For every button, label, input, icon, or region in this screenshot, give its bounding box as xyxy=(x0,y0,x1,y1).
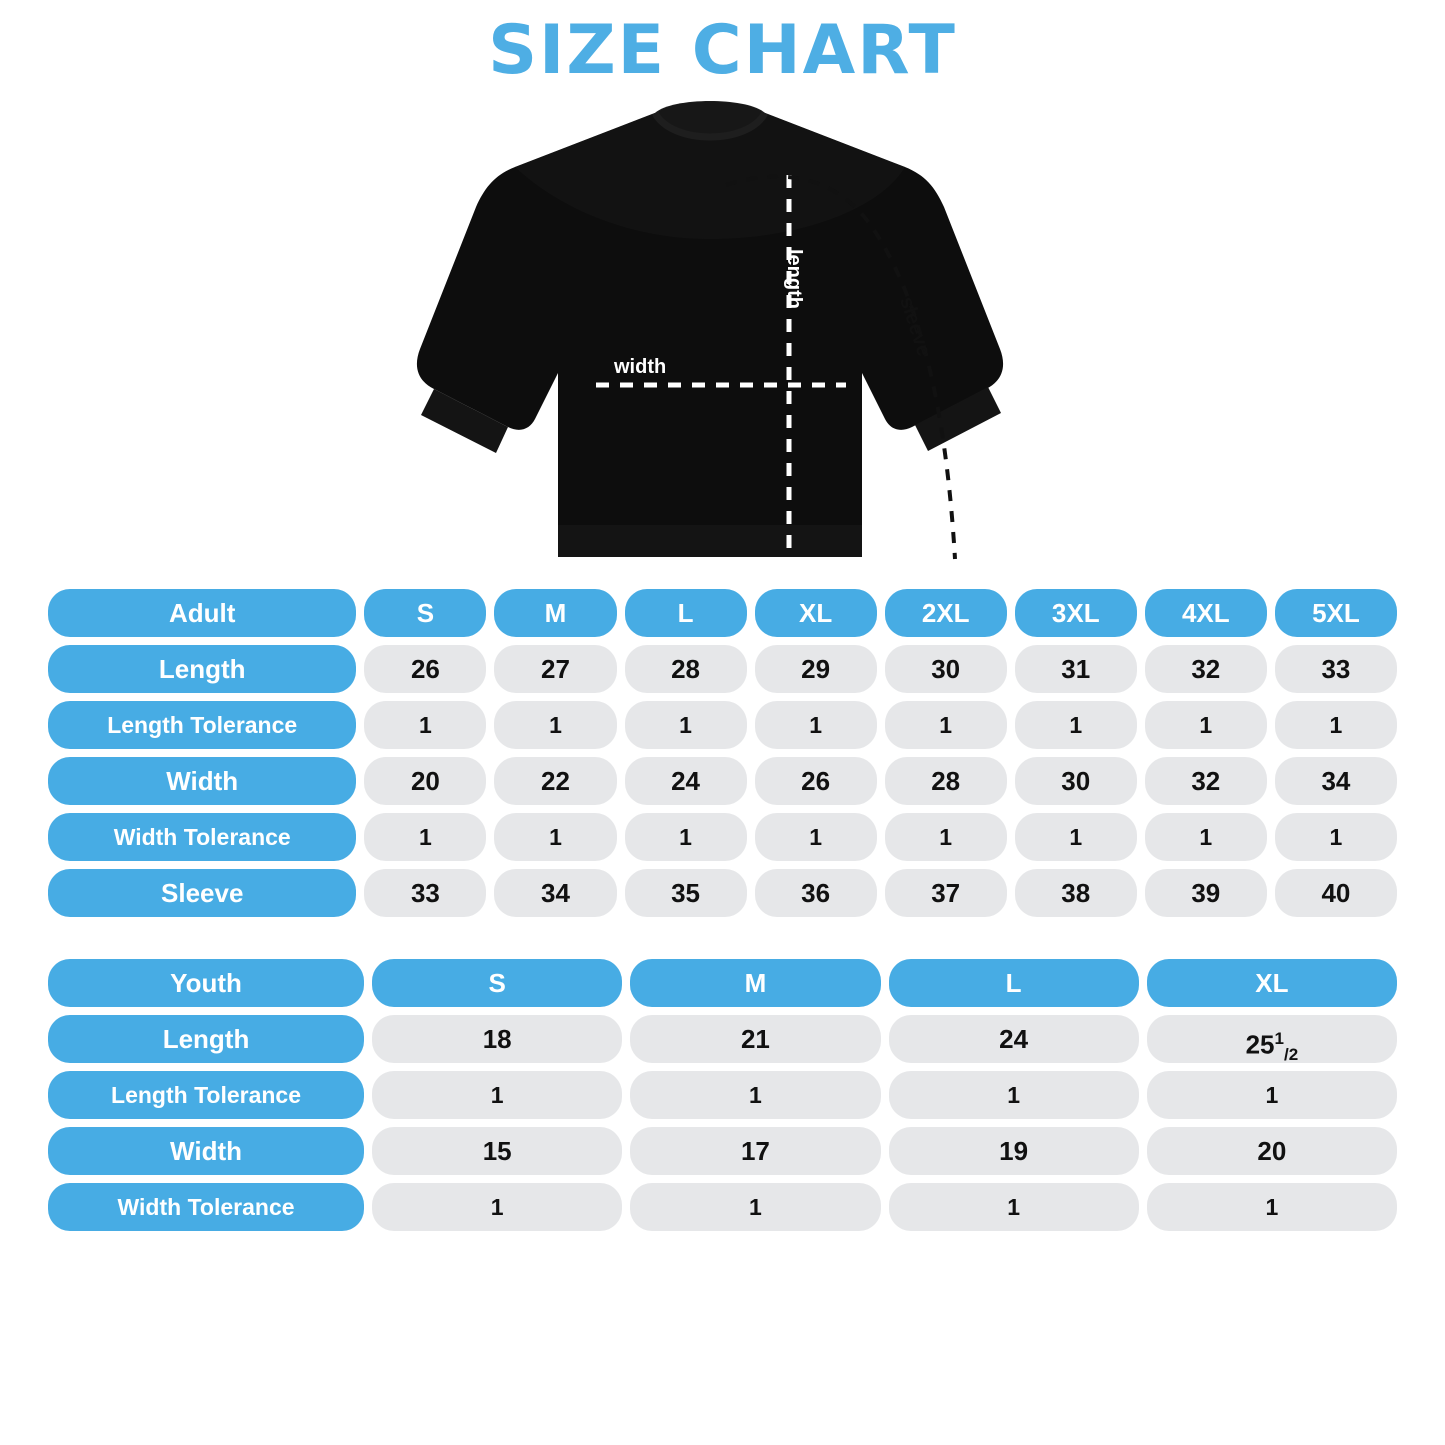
table-row xyxy=(48,813,1397,861)
adult-length-tol-L: 1 xyxy=(625,701,747,749)
youth-length-tol-S: 1 xyxy=(372,1071,622,1119)
youth-length-M: 21 xyxy=(630,1015,880,1063)
adult-size-XL: XL xyxy=(755,589,877,637)
youth-row-label-length-tolerance: Length Tolerance xyxy=(48,1071,364,1119)
adult-length-L: 28 xyxy=(625,645,747,693)
adult-sleeve-L: 35 xyxy=(625,869,747,917)
youth-width-M: 17 xyxy=(630,1127,880,1175)
youth-size-M: M xyxy=(630,959,880,1007)
adult-size-2XL: 2XL xyxy=(885,589,1007,637)
youth-width-S: 15 xyxy=(372,1127,622,1175)
adult-size-S: S xyxy=(364,589,486,637)
adult-width-tol-2XL: 1 xyxy=(885,813,1007,861)
adult-width-tol-5XL: 1 xyxy=(1275,813,1397,861)
youth-size-table xyxy=(40,951,1405,1239)
adult-width-tol-S: 1 xyxy=(364,813,486,861)
adult-row-label-length-tolerance: Length Tolerance xyxy=(48,701,356,749)
youth-width-L: 19 xyxy=(889,1127,1139,1175)
adult-length-2XL: 30 xyxy=(885,645,1007,693)
adult-row-label-width-tolerance: Width Tolerance xyxy=(48,813,356,861)
adult-row-label-width: Width xyxy=(48,757,356,805)
page-title: SIZE CHART xyxy=(488,11,957,90)
table-row xyxy=(48,757,1397,805)
adult-sleeve-S: 33 xyxy=(364,869,486,917)
table-row xyxy=(48,645,1397,693)
sleeve-label: sleeve xyxy=(895,293,935,359)
adult-width-2XL: 28 xyxy=(885,757,1007,805)
adult-corner-label: Adult xyxy=(48,589,356,637)
table-row xyxy=(48,1127,1397,1175)
adult-length-tol-5XL: 1 xyxy=(1275,701,1397,749)
youth-width-tol-S: 1 xyxy=(372,1183,622,1231)
adult-width-XL: 26 xyxy=(755,757,877,805)
youth-row-label-length: Length xyxy=(48,1015,364,1063)
adult-sleeve-M: 34 xyxy=(494,869,616,917)
adult-length-tol-4XL: 1 xyxy=(1145,701,1267,749)
youth-length-tol-L: 1 xyxy=(889,1071,1139,1119)
adult-width-4XL: 32 xyxy=(1145,757,1267,805)
youth-row-label-width: Width xyxy=(48,1127,364,1175)
adult-length-tol-2XL: 1 xyxy=(885,701,1007,749)
youth-size-L: L xyxy=(889,959,1139,1007)
youth-length-L: 24 xyxy=(889,1015,1139,1063)
table-gap xyxy=(40,925,1405,951)
youth-length-S: 18 xyxy=(372,1015,622,1063)
adult-header-row xyxy=(48,589,1397,637)
sweatshirt-icon xyxy=(0,89,1445,581)
length-label: length xyxy=(783,248,805,309)
adult-width-tol-3XL: 1 xyxy=(1015,813,1137,861)
youth-corner-label: Youth xyxy=(48,959,364,1007)
adult-length-XL: 29 xyxy=(755,645,877,693)
adult-width-tol-XL: 1 xyxy=(755,813,877,861)
youth-length-XL: $25^1_{/2}$ xyxy=(1147,1015,1397,1063)
adult-size-L: L xyxy=(625,589,747,637)
youth-width-XL: 20 xyxy=(1147,1127,1397,1175)
adult-sleeve-5XL: 40 xyxy=(1275,869,1397,917)
youth-size-XL: XL xyxy=(1147,959,1397,1007)
adult-width-5XL: 34 xyxy=(1275,757,1397,805)
adult-size-4XL: 4XL xyxy=(1145,589,1267,637)
table-row xyxy=(48,1071,1397,1119)
adult-width-3XL: 30 xyxy=(1015,757,1137,805)
adult-size-5XL: 5XL xyxy=(1275,589,1397,637)
adult-sleeve-XL: 36 xyxy=(755,869,877,917)
adult-sleeve-4XL: 39 xyxy=(1145,869,1267,917)
adult-length-tol-M: 1 xyxy=(494,701,616,749)
adult-size-M: M xyxy=(494,589,616,637)
adult-length-tol-3XL: 1 xyxy=(1015,701,1137,749)
garment-illustration xyxy=(0,89,1445,581)
adult-length-tol-S: 1 xyxy=(364,701,486,749)
adult-width-tol-4XL: 1 xyxy=(1145,813,1267,861)
adult-length-S: 26 xyxy=(364,645,486,693)
adult-sleeve-3XL: 38 xyxy=(1015,869,1137,917)
adult-row-label-length: Length xyxy=(48,645,356,693)
youth-length-tol-M: 1 xyxy=(630,1071,880,1119)
adult-width-L: 24 xyxy=(625,757,747,805)
adult-width-tol-M: 1 xyxy=(494,813,616,861)
youth-width-tol-M: 1 xyxy=(630,1183,880,1231)
adult-size-3XL: 3XL xyxy=(1015,589,1137,637)
youth-row-label-width-tolerance: Width Tolerance xyxy=(48,1183,364,1231)
table-row xyxy=(48,1015,1397,1063)
table-row xyxy=(48,869,1397,917)
table-row xyxy=(48,701,1397,749)
adult-width-tol-L: 1 xyxy=(625,813,747,861)
adult-length-5XL: 33 xyxy=(1275,645,1397,693)
size-tables xyxy=(0,581,1445,1239)
youth-header-row xyxy=(48,959,1397,1007)
youth-length-tol-XL: 1 xyxy=(1147,1071,1397,1119)
youth-size-S: S xyxy=(372,959,622,1007)
adult-row-label-sleeve: Sleeve xyxy=(48,869,356,917)
adult-length-tol-XL: 1 xyxy=(755,701,877,749)
youth-width-tol-L: 1 xyxy=(889,1183,1139,1231)
width-label: width xyxy=(614,355,667,378)
adult-length-4XL: 32 xyxy=(1145,645,1267,693)
adult-size-table xyxy=(40,581,1405,925)
youth-width-tol-XL: 1 xyxy=(1147,1183,1397,1231)
adult-sleeve-2XL: 37 xyxy=(885,869,1007,917)
adult-width-S: 20 xyxy=(364,757,486,805)
adult-length-M: 27 xyxy=(494,645,616,693)
adult-width-M: 22 xyxy=(494,757,616,805)
table-row xyxy=(48,1183,1397,1231)
adult-length-3XL: 31 xyxy=(1015,645,1137,693)
